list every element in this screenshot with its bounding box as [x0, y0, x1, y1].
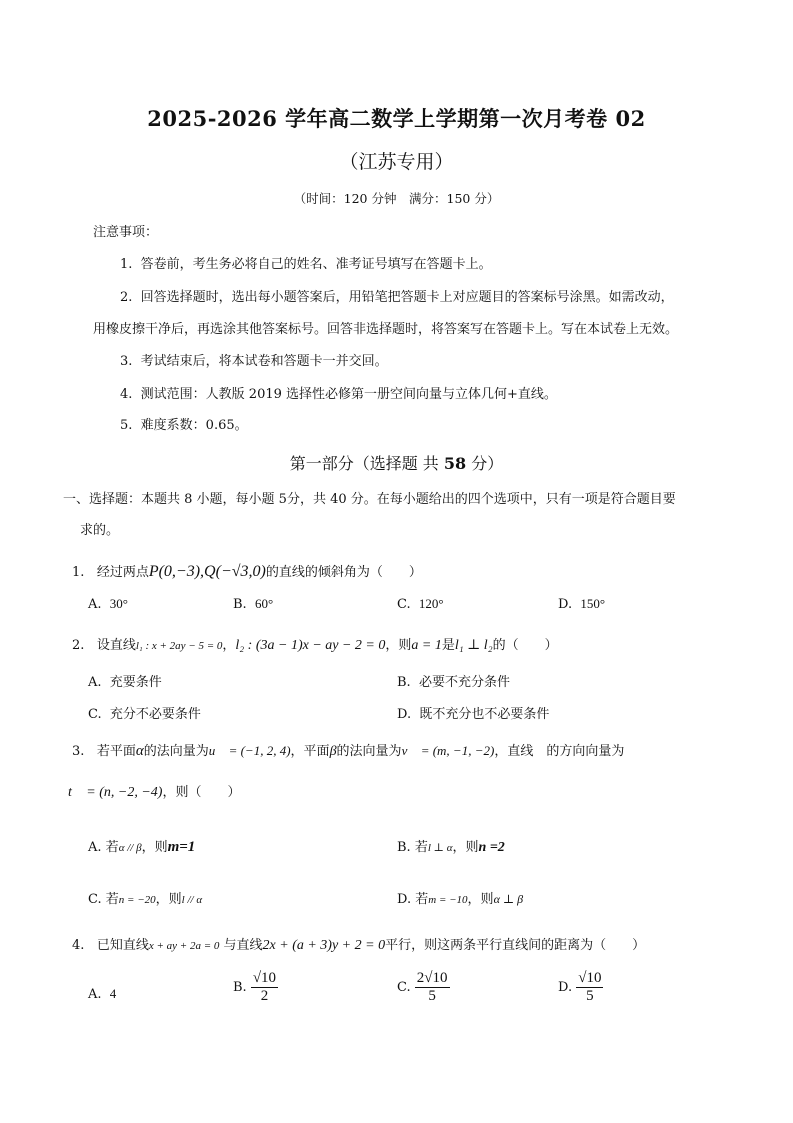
part-instruction: 一、选择题：本题共 8 小题，每小题 5分，共 40 分。在每小题给出的四个选项中，只有一项是符合题目要: [63, 492, 676, 507]
question-num: 4.: [72, 938, 85, 953]
option-b[interactable]: B. 若l ⊥ α，则n =2: [397, 840, 505, 855]
note-text: 难度系数：0.65。: [140, 418, 248, 433]
question-num: 1.: [72, 565, 85, 580]
option-c[interactable]: C. $\frac{2√10}{5}$: [397, 970, 448, 1004]
question-math: t⃗ = (n, −2, −4): [68, 785, 163, 800]
question-num: 3.: [72, 744, 85, 759]
question-math: u⃗ = (−1, 2, 4): [208, 743, 291, 758]
option-a[interactable]: A. 若α // β，则m=1: [88, 839, 196, 855]
section-score: 58: [443, 454, 467, 473]
note-item: [120, 383, 557, 402]
question-math: P(0,−3),Q(−√3,0): [148, 563, 266, 580]
exam-title: 2025-2026 学年高二数学上学期第一次月考卷 02: [147, 106, 646, 131]
option-d[interactable]: D. 若m = −10，则α ⊥ β: [397, 892, 524, 907]
note-text: 答卷前，考生务必将自己的姓名、准考证号填写在答题卡上。: [140, 257, 492, 272]
option-b[interactable]: B. 60°: [233, 596, 274, 612]
fraction: $\frac{√10}{5}$: [578, 970, 602, 1004]
option-a[interactable]: A. 充要条件: [88, 675, 162, 690]
question-2: 2. 设直线l₁ : x + 2ay − 5 = 0，l₂ : (3a − 1)x − ay − 2 = 0，则a = 1是l₁ ⊥ l₂的（ ）: [72, 638, 558, 653]
note-num: 3.: [120, 354, 133, 369]
section-heading: [0, 451, 793, 474]
note-text: 测试范围：人教版 2019 选择性必修第一册空间向量与立体几何+直线。: [140, 387, 557, 402]
option-b[interactable]: B. $\frac{√10}{2}$: [233, 970, 277, 1004]
fraction: $\frac{2√10}{5}$: [416, 970, 448, 1004]
question-1: [72, 561, 422, 581]
note-continuation: 用橡皮擦干净后，再选涂其他答案标号。回答非选择题时，将答案写在答题卡上。写在本试卷上无效。: [93, 322, 679, 337]
fraction: $\frac{√10}{2}$: [252, 970, 277, 1004]
question-text: 的直线的倾斜角为（ ）: [265, 565, 422, 580]
option-a[interactable]: A. 4: [88, 986, 117, 1002]
question-3: 3. 若平面α的法向量为u⃗ = (−1, 2, 4)，平面β的法向量为v⃗ = (m, −1, −2)，直线 的方向向量为: [72, 743, 625, 759]
note-text: 回答选择题时，选出每小题答案后，用铅笔把答题卡上对应题目的答案标号涂黑。如需改动，: [140, 290, 674, 305]
option-b[interactable]: B. 必要不充分条件: [397, 675, 510, 690]
question-4: 4. 已知直线x + ay + 2a = 0 与直线2x + (a + 3)y + 2 = 0平行，则这两条平行直线间的距离为（ ）: [72, 938, 646, 953]
option-c[interactable]: C. 充分不必要条件: [88, 707, 201, 722]
option-c[interactable]: C. 若n = −20，则l // α: [88, 892, 203, 907]
note-num: 4.: [120, 387, 133, 402]
exam-subtitle: （江苏专用）: [339, 151, 454, 173]
notes-heading: 注意事项：: [93, 225, 159, 240]
note-item: [120, 253, 492, 272]
exam-meta: （时间：120 分钟 满分：150 分）: [293, 191, 500, 206]
note-num: 1.: [120, 257, 133, 272]
question-text: 经过两点: [96, 565, 149, 580]
question-math: l₂ : (3a − 1)x − ay − 2 = 0: [235, 638, 386, 653]
note-item: [120, 286, 674, 305]
question-math: l₁ : x + 2ay − 5 = 0: [135, 640, 223, 652]
note-num: 5.: [120, 418, 133, 433]
option-d[interactable]: D. $\frac{√10}{5}$: [558, 970, 602, 1004]
option-d[interactable]: D. 既不充分也不必要条件: [397, 707, 550, 722]
part-instruction-cont: 求的。: [80, 523, 120, 538]
option-c[interactable]: C. 120°: [397, 596, 444, 612]
question-math: x + ay + 2a = 0: [148, 940, 220, 952]
option-d[interactable]: D. 150°: [558, 596, 606, 612]
note-item: [120, 350, 388, 369]
note-num: 2.: [120, 290, 133, 305]
section-label-end: 分）: [466, 454, 504, 473]
note-text: 考试结束后，将本试卷和答题卡一并交回。: [140, 354, 388, 369]
question-num: 2.: [72, 638, 85, 653]
question-math: 2x + (a + 3)y + 2 = 0: [262, 938, 386, 953]
note-item: [120, 414, 248, 433]
question-math: v⃗ = (m, −1, −2): [401, 743, 495, 758]
option-a[interactable]: A. 30°: [88, 596, 128, 612]
question-3-cont: t⃗ = (n, −2, −4)，则（ ）: [68, 785, 241, 800]
section-label: 第一部分（选择题 共: [289, 454, 444, 473]
